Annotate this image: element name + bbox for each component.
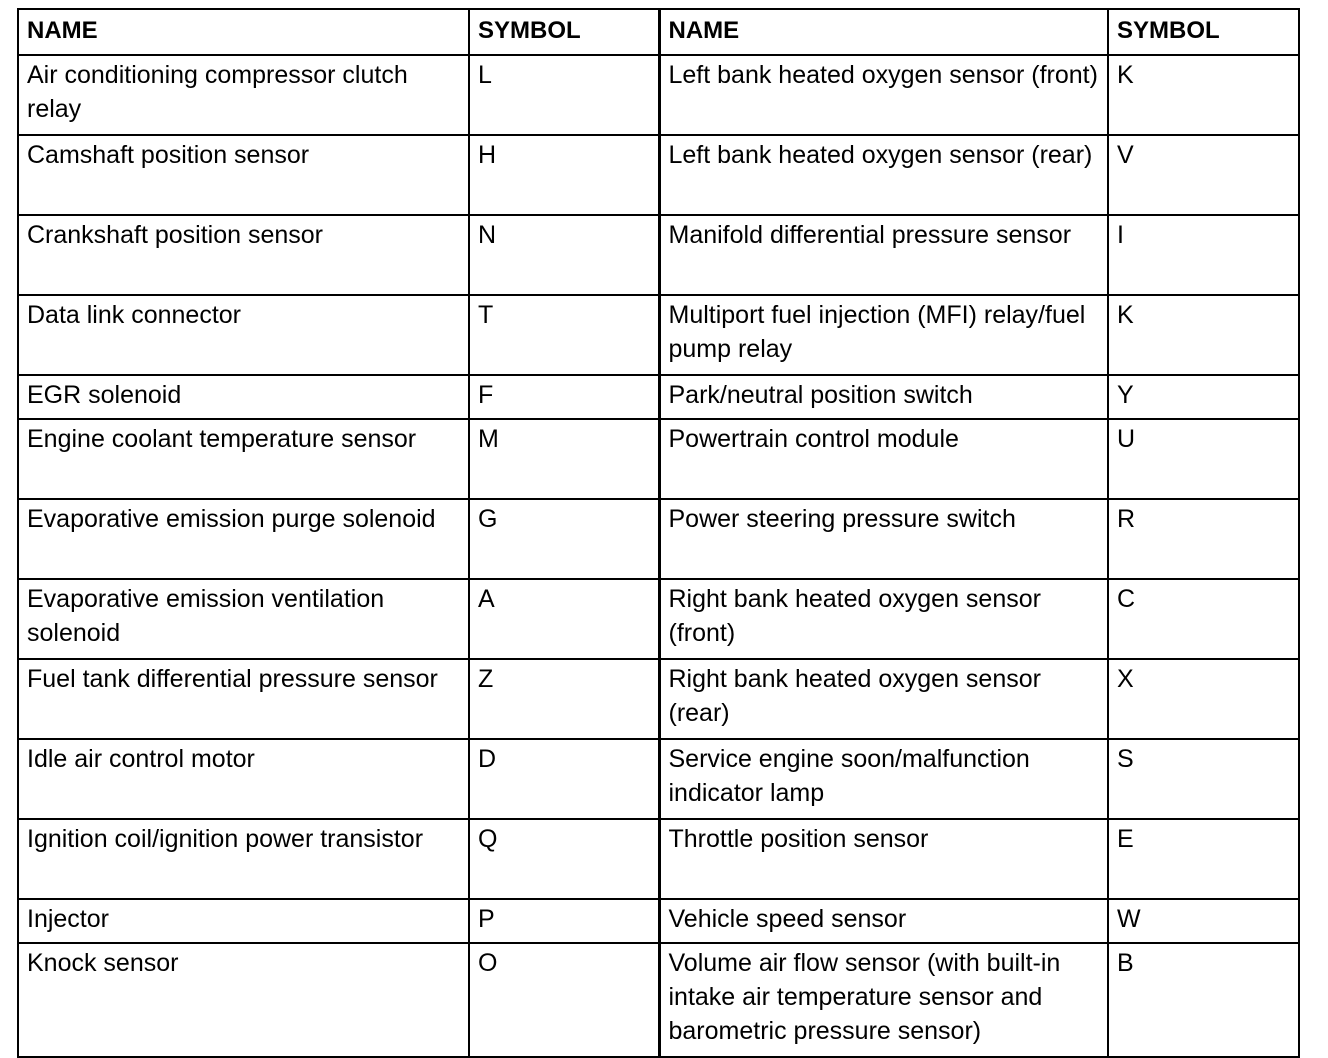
right-symbol-cell: R xyxy=(1108,499,1299,579)
right-name-cell: Left bank heated oxygen sensor (rear) xyxy=(659,135,1108,215)
left-symbol-cell: N xyxy=(469,215,659,295)
right-name-cell: Service engine soon/malfunction indicator lamp xyxy=(659,739,1108,819)
table-row xyxy=(18,295,1299,375)
right-name-cell: Left bank heated oxygen sensor (front) xyxy=(659,55,1108,135)
table-row xyxy=(18,899,1299,943)
left-name-cell: Injector xyxy=(18,899,469,943)
right-symbol-cell: C xyxy=(1108,579,1299,659)
header-symbol-left: SYMBOL xyxy=(469,9,659,55)
left-name-cell: Evaporative emission ventilation solenoid xyxy=(18,579,469,659)
right-symbol-cell: E xyxy=(1108,819,1299,899)
right-symbol-cell: U xyxy=(1108,419,1299,499)
left-name-cell: Data link connector xyxy=(18,295,469,375)
right-name-cell: Multiport fuel injection (MFI) relay/fuel pump relay xyxy=(659,295,1108,375)
table-row xyxy=(18,419,1299,499)
right-symbol-cell: S xyxy=(1108,739,1299,819)
left-name-cell: Crankshaft position sensor xyxy=(18,215,469,295)
component-symbol-table xyxy=(17,8,1300,1058)
table-row xyxy=(18,579,1299,659)
left-name-cell: Ignition coil/ignition power transistor xyxy=(18,819,469,899)
left-symbol-cell: Q xyxy=(469,819,659,899)
table-row xyxy=(18,135,1299,215)
right-symbol-cell: K xyxy=(1108,55,1299,135)
symbol-table-sheet xyxy=(17,8,1298,1058)
right-name-cell: Right bank heated oxygen sensor (front) xyxy=(659,579,1108,659)
left-symbol-cell: O xyxy=(469,943,659,1057)
table-row xyxy=(18,739,1299,819)
right-symbol-cell: B xyxy=(1108,943,1299,1057)
left-name-cell: Knock sensor xyxy=(18,943,469,1057)
right-name-cell: Power steering pressure switch xyxy=(659,499,1108,579)
left-name-cell: Camshaft position sensor xyxy=(18,135,469,215)
right-name-cell: Throttle position sensor xyxy=(659,819,1108,899)
left-name-cell: EGR solenoid xyxy=(18,375,469,419)
left-symbol-cell: D xyxy=(469,739,659,819)
table-row xyxy=(18,943,1299,1057)
right-symbol-cell: I xyxy=(1108,215,1299,295)
right-name-cell: Powertrain control module xyxy=(659,419,1108,499)
right-symbol-cell: Y xyxy=(1108,375,1299,419)
table-row xyxy=(18,375,1299,419)
left-symbol-cell: M xyxy=(469,419,659,499)
left-symbol-cell: H xyxy=(469,135,659,215)
table-row xyxy=(18,819,1299,899)
header-name-right: NAME xyxy=(659,9,1108,55)
right-symbol-cell: W xyxy=(1108,899,1299,943)
right-name-cell: Park/neutral position switch xyxy=(659,375,1108,419)
left-symbol-cell: T xyxy=(469,295,659,375)
right-symbol-cell: K xyxy=(1108,295,1299,375)
left-name-cell: Engine coolant temperature sensor xyxy=(18,419,469,499)
left-symbol-cell: P xyxy=(469,899,659,943)
table-row xyxy=(18,215,1299,295)
table-row xyxy=(18,55,1299,135)
header-name-left: NAME xyxy=(18,9,469,55)
header-symbol-right: SYMBOL xyxy=(1108,9,1299,55)
right-name-cell: Vehicle speed sensor xyxy=(659,899,1108,943)
table-row xyxy=(18,499,1299,579)
left-name-cell: Air conditioning compressor clutch relay xyxy=(18,55,469,135)
right-name-cell: Volume air flow sensor (with built-in intake air temperature sensor and barometric pressure sensor) xyxy=(659,943,1108,1057)
right-name-cell: Right bank heated oxygen sensor (rear) xyxy=(659,659,1108,739)
left-symbol-cell: F xyxy=(469,375,659,419)
left-symbol-cell: G xyxy=(469,499,659,579)
left-symbol-cell: L xyxy=(469,55,659,135)
table-header-row xyxy=(18,9,1299,55)
right-name-cell: Manifold differential pressure sensor xyxy=(659,215,1108,295)
left-name-cell: Idle air control motor xyxy=(18,739,469,819)
left-name-cell: Fuel tank differential pressure sensor xyxy=(18,659,469,739)
table-row xyxy=(18,659,1299,739)
right-symbol-cell: V xyxy=(1108,135,1299,215)
right-symbol-cell: X xyxy=(1108,659,1299,739)
left-symbol-cell: A xyxy=(469,579,659,659)
left-symbol-cell: Z xyxy=(469,659,659,739)
left-name-cell: Evaporative emission purge solenoid xyxy=(18,499,469,579)
